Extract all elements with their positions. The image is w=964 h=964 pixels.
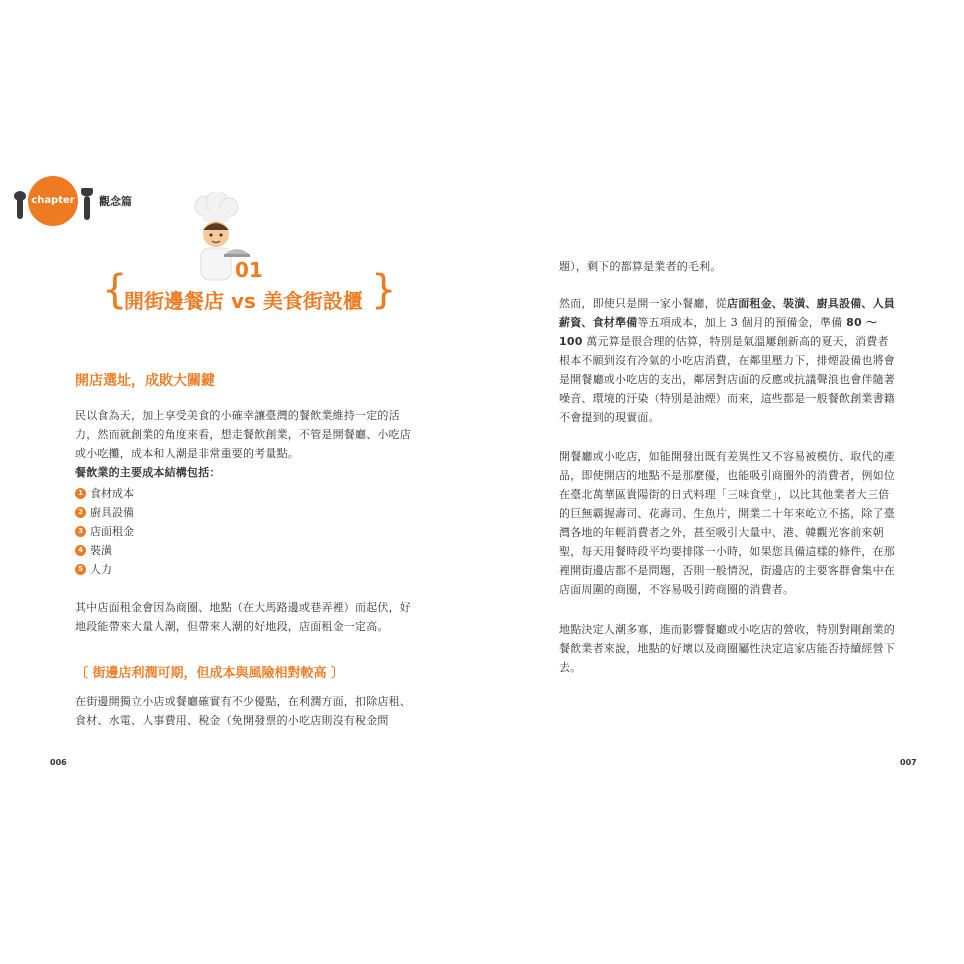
list-item-label: 人力 [90,563,112,576]
chapter-number: 1 [48,243,58,259]
continued-paragraph: 題），剩下的都算是業者的毛利。 [559,260,722,273]
right-brace-ornament: } [371,267,397,313]
text-span: 然而，即使只是開一家小餐廳，從 [559,297,727,310]
list-item-label: 店面租金 [90,525,134,538]
cost-intro: 餐飲業的主要成本結構包括： [75,466,221,479]
left-brace-ornament: { [102,267,128,313]
list-item-label: 食材成本 [90,487,134,500]
lesson-number: 01 [235,258,263,282]
list-item-label: 廚具設備 [90,506,134,519]
list-item [75,503,134,522]
list-item [75,541,134,560]
fork-icon [84,196,90,220]
chapter-word: chapter [31,195,75,206]
bold-amount: 80 ～ 100 [559,316,878,348]
section-heading-location: 開店選址，成敗大關鍵 [75,373,215,389]
list-item [75,560,134,579]
spoon-icon [17,197,23,219]
list-item [75,484,134,503]
number-bullet: 4 [75,545,86,556]
number-bullet: 5 [75,564,86,575]
text-span: 等五項成本，加上 3 個月的預備金，準備 [637,316,847,329]
cost-list [75,484,134,579]
number-bullet: 1 [75,488,86,499]
text-span: 萬元算是很合理的估算，特別是氣溫屢創新高的夏天，消費者根本不願到沒有冷氣的小吃店消費，在鄰里壓力下，排煙設備也將會是開餐廳或小吃店的支出，鄰居對店面的反應或抗議聲浪也會伴隨著噪音、環境的汙染（特別是油煙）而來，這些都是一般餐飲創業書籍不會提到的現實面。 [559,335,895,424]
rent-paragraph: 其中店面租金會因為商圈、地點（在大馬路邊或巷弄裡）而起伏，好地段能帶來大量人潮，但帶來人潮的好地段，店面租金一定高。 [75,601,411,633]
page-number-right: 007 [900,758,917,767]
page-number-left: 006 [50,758,67,767]
section-tag: 觀念篇 [99,195,132,208]
chapter-badge [28,176,78,259]
street-shop-paragraph: 在街邊開獨立小店或餐廳確實有不少優點，在利潤方面，扣除店租、食材、水電、人事費用、稅金（免開發票的小吃店則沒有稅金問 [75,695,411,727]
differentiation-paragraph: 開餐廳或小吃店，如能開發出既有差異性又不容易被模仿、取代的產品，即使開店的地點不是那麼優，也能吸引商圈外的消費者，例如位在臺北萬華區貴陽街的日式料理「三味食堂」，以比其他業者大三倍的巨無霸握壽司、花壽司、生魚片，開業二十年來屹立不搖，除了臺灣各地的年輕消費者之外，甚至吸引大量中、港、韓觀光客前來朝聖，每天用餐時段平均要排隊一小時，如果您具備這樣的條件，在那裡開街邊店都不是問題，否則一般情況，街邊店的主要客群會集中在店面周圍的商圈，不容易吸引跨商圈的消費者。 [559,450,895,596]
location-paragraph: 地點決定人潮多寡，進而影響餐廳或小吃店的營收，特別對剛創業的餐飲業者來說，地點的好壞以及商圈屬性決定這家店能否持續經營下去。 [559,623,895,674]
intro-text: 民以食為天，加上享受美食的小確幸讓臺灣的餐飲業維持一定的活力，然而就創業的角度來看，想走餐飲創業，不管是開餐廳、小吃店或小吃攤，成本和人潮是非常重要的考量點。 [75,409,411,460]
intro-paragraph [75,406,415,482]
page-title: 開街邊餐店 vs 美食街設櫃 [124,289,363,313]
cost-estimate-paragraph [559,294,895,427]
section-heading-street-shop: 〔 街邊店利潤可期，但成本與風險相對較高 〕 [75,666,345,681]
number-bullet: 2 [75,507,86,518]
list-item [75,522,134,541]
bold-cost-items: 店面租金、裝潢、廚具設備、人員薪資、食材準備 [559,297,895,329]
number-bullet: 3 [75,526,86,537]
list-item-label: 裝潢 [90,544,112,557]
